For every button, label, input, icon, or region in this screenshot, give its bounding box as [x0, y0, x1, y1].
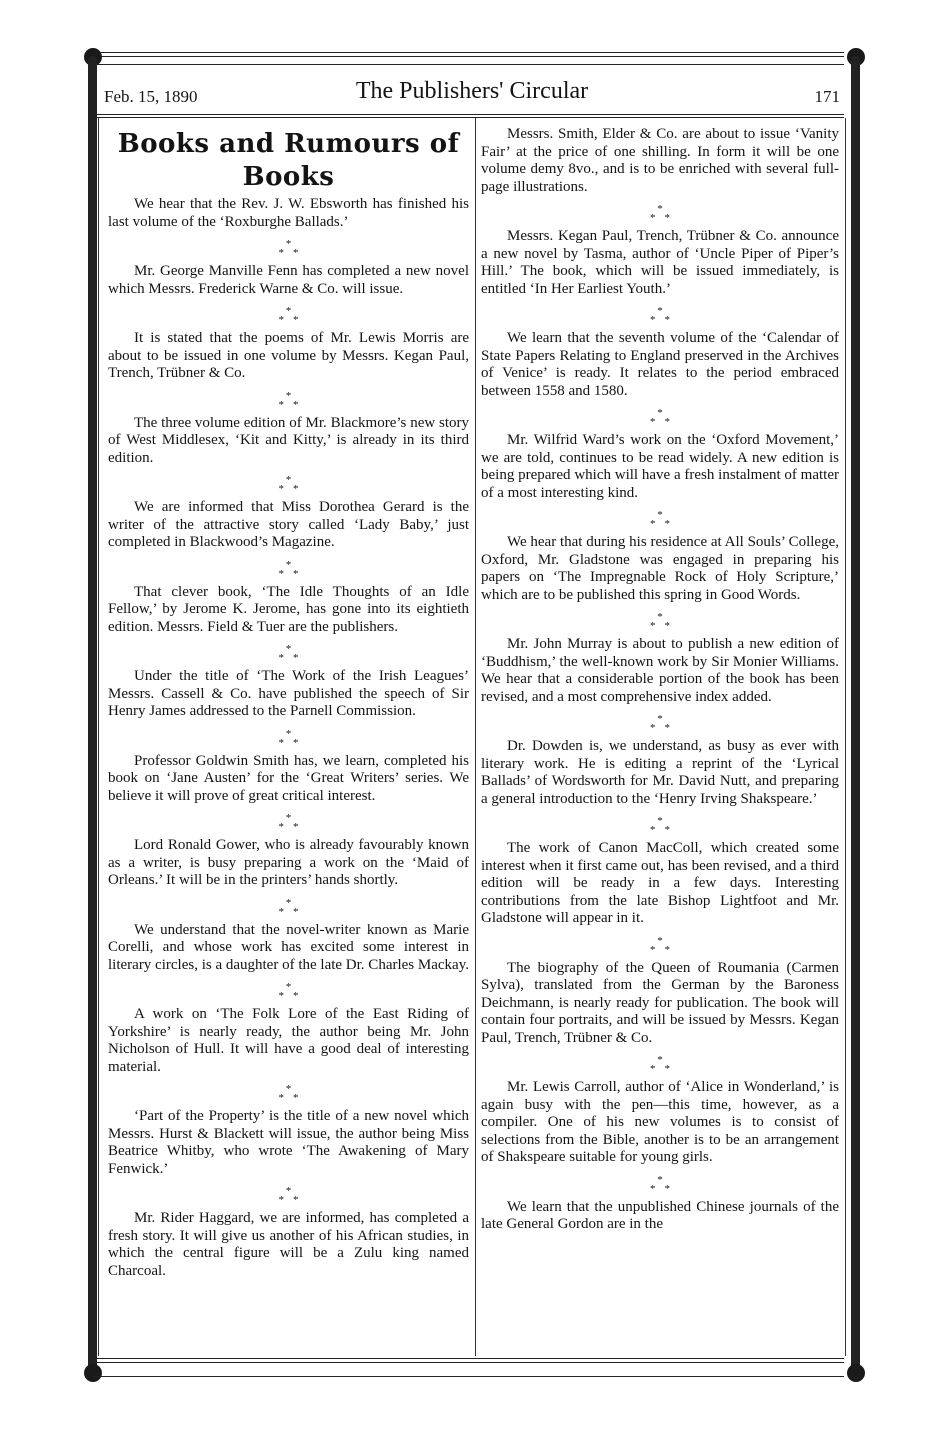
news-item: The biography of the Queen of Roumania (Carmen Sylva), translated from the German by the Baroness Deichmann, is nearly ready for publication. The book will contain four portraits, and will be issued by Messrs. Kegan Paul, Trench, Trübner & Co.	[481, 959, 839, 1046]
asterism-bottom	[481, 1182, 839, 1195]
asterism-star: *	[293, 567, 308, 580]
asterism-star: *	[278, 1194, 293, 1206]
asterism-bottom	[481, 418, 839, 427]
frame-left-line	[98, 118, 99, 1356]
section-heading-line2: Books	[242, 162, 335, 192]
asterism-star: *	[278, 567, 293, 580]
asterism-bottom	[481, 622, 839, 631]
asterism-top: *	[657, 407, 663, 419]
asterism-separator	[481, 808, 839, 840]
asterism-star: *	[278, 398, 293, 411]
asterism-separator	[481, 502, 839, 534]
news-item: We understand that the novel-writer known as Marie Corelli, and whose work has excited some interest in literary circles, is a daughter of the late Dr. Charles Mackay.	[108, 921, 469, 973]
news-item: We learn that the seventh volume of the ‘Calendar of State Papers Relating to England preserved in the Archives of Venice’ is ready. It relates to the period embraced between 1558 and 1580.	[481, 330, 839, 399]
asterism-separator	[108, 467, 469, 499]
asterism-separator	[108, 383, 469, 415]
asterism-top: *	[285, 238, 292, 250]
asterism-star: *	[664, 1063, 679, 1075]
asterism-top: *	[285, 812, 292, 824]
asterism-separator	[481, 196, 839, 228]
asterism-bottom	[108, 736, 469, 749]
asterism-bottom	[108, 1196, 469, 1205]
asterism-star: *	[664, 416, 679, 428]
section-heading	[108, 128, 469, 194]
asterism-top: *	[657, 815, 663, 827]
asterism-star: *	[650, 518, 665, 530]
asterism-separator	[481, 928, 839, 960]
asterism-bottom	[108, 398, 469, 411]
asterism-bottom	[108, 654, 469, 663]
asterism-star: *	[278, 736, 293, 749]
top-rule	[92, 52, 844, 53]
bottom-rule	[92, 1358, 844, 1359]
left-column-items	[108, 196, 469, 1280]
news-item: Mr. Rider Haggard, we are informed, has completed a fresh story. It will give us another of his African studies, in which the central figure will be a Zulu king named Charcoal.	[108, 1210, 469, 1279]
asterism-bottom	[108, 316, 469, 325]
asterism-separator	[108, 721, 469, 753]
asterism-star: *	[664, 314, 679, 326]
asterism-star: *	[293, 1092, 308, 1104]
news-item: We learn that the unpublished Chinese journals of the late General Gordon are in the	[481, 1198, 839, 1232]
asterism-separator	[481, 400, 839, 432]
asterism-bottom	[481, 826, 839, 835]
asterism-star: *	[293, 990, 308, 1002]
section-heading-line1: Books and Rumours of	[117, 129, 460, 159]
asterism-bottom	[108, 905, 469, 918]
asterism-top: *	[285, 389, 292, 402]
asterism-top: *	[657, 1054, 663, 1066]
right-column-items	[481, 126, 839, 1234]
asterism-star: *	[650, 943, 665, 956]
asterism-star: *	[293, 247, 308, 259]
news-item: ‘Part of the Property’ is the title of a new novel which Messrs. Hurst & Blackett will issue, the author being Miss Beatrice Whitby, who wrote ‘The Awakening of Mary Fenwick.’	[108, 1108, 469, 1177]
asterism-top: *	[285, 1185, 292, 1197]
asterism-star: *	[278, 1092, 293, 1104]
news-item: Mr. Lewis Carroll, author of ‘Alice in Wonderland,’ is again busy with the pen—this time, however, as a compiler. One of his new volumes is to consist of selections from the Bible, another is to be an arrangement of Shakspeare suitable for young girls.	[481, 1079, 839, 1165]
news-item: Under the title of ‘The Work of the Irish Leagues’ Messrs. Cassell & Co. have published the speech of Sir Henry James addressed to the Parnell Commission.	[108, 668, 469, 719]
asterism-top: *	[657, 203, 663, 215]
asterism-separator	[481, 604, 839, 636]
asterism-separator	[108, 1178, 469, 1210]
news-item: We are informed that Miss Dorothea Gerard is the writer of the attractive story called ‘Lady Baby,’ just completed in Blackwood’s Magazine.	[108, 499, 469, 550]
asterism-top: *	[657, 305, 663, 317]
asterism-top: *	[657, 713, 663, 725]
ornament-left-bottom	[84, 1364, 102, 1382]
asterism-separator	[481, 298, 839, 330]
asterism-star: *	[664, 824, 679, 836]
asterism-bottom	[481, 943, 839, 956]
asterism-top: *	[657, 934, 663, 947]
asterism-bottom	[481, 316, 839, 325]
asterism-top: *	[657, 611, 663, 623]
asterism-star: *	[293, 398, 308, 411]
news-item: Mr. George Manville Fenn has completed a new novel which Messrs. Frederick Warne & Co. will issue.	[108, 263, 469, 297]
news-item: Mr. John Murray is about to publish a new edition of ‘Buddhism,’ the well-known work by Sir Monier Williams. We hear that a considerable portion of the book has been revised, and a most comprehensive index added.	[481, 636, 839, 705]
asterism-top: *	[285, 896, 292, 909]
asterism-star: *	[664, 722, 679, 734]
bottom-rule	[92, 1376, 844, 1377]
header-rule	[92, 114, 844, 115]
asterism-star: *	[278, 821, 293, 833]
news-item: Professor Goldwin Smith has, we learn, completed his book on ‘Jane Austen’ for the ‘Great Writers’ series. We believe it will prove of great critical interest.	[108, 752, 469, 804]
asterism-separator	[108, 636, 469, 668]
bottom-rule	[92, 1362, 844, 1363]
asterism-star: *	[650, 1182, 665, 1195]
asterism-star: *	[278, 483, 293, 495]
news-item: It is stated that the poems of Mr. Lewis Morris are about to be issued in one volume by Messrs. Kegan Paul, Trench, Trübner & Co.	[108, 330, 469, 381]
asterism-separator	[481, 706, 839, 738]
asterism-star: *	[278, 905, 293, 918]
asterism-star: *	[650, 314, 665, 326]
news-item: A work on ‘The Folk Lore of the East Riding of Yorkshire’ is nearly ready, the author being Mr. John Nicholson of Hull. It will have a good deal of interesting material.	[108, 1006, 469, 1075]
asterism-top: *	[285, 558, 292, 571]
asterism-bottom	[108, 485, 469, 494]
page-number: 171	[814, 87, 840, 106]
asterism-bottom	[108, 992, 469, 1001]
asterism-bottom	[481, 520, 839, 529]
asterism-separator	[108, 1076, 469, 1108]
news-item: Messrs. Smith, Elder & Co. are about to issue ‘Vanity Fair’ at the price of one shilling. In form it will be one volume demy 8vo., and is to be enriched with several full-page illustrations.	[481, 126, 839, 195]
left-column	[108, 124, 469, 1280]
asterism-star: *	[293, 905, 308, 918]
asterism-star: *	[278, 247, 293, 259]
asterism-star: *	[293, 652, 308, 664]
asterism-bottom	[481, 724, 839, 733]
asterism-star: *	[664, 1182, 679, 1195]
asterism-star: *	[650, 620, 665, 632]
asterism-bottom	[108, 249, 469, 258]
asterism-separator	[108, 231, 469, 263]
asterism-star: *	[293, 821, 308, 833]
right-post	[851, 56, 860, 1376]
asterism-star: *	[278, 990, 293, 1002]
running-header	[104, 78, 840, 112]
publication-title: The Publishers' Circular	[355, 78, 589, 104]
asterism-star: *	[278, 652, 293, 664]
news-item: We hear that during his residence at All Souls’ College, Oxford, Mr. Gladstone was engaged in preparing his papers on ‘The Impregnable Rock of Holy Scripture,’ which are to be published this spring in Good Words.	[481, 534, 839, 603]
news-item: Messrs. Kegan Paul, Trench, Trübner & Co. announce a new novel by Tasma, author of ‘Uncle Piper of Piper’s Hill.’ The book, which will be issued immediately, is entitled ‘In Her Earliest Youth.’	[481, 228, 839, 297]
asterism-star: *	[664, 212, 679, 224]
asterism-separator	[481, 1167, 839, 1199]
asterism-star: *	[664, 518, 679, 530]
asterism-top: *	[285, 1083, 292, 1095]
asterism-top: *	[657, 1173, 663, 1186]
asterism-bottom	[108, 1094, 469, 1103]
asterism-star: *	[293, 314, 308, 326]
ornament-right-bottom	[847, 1364, 865, 1382]
news-item: We hear that the Rev. J. W. Ebsworth has finished his last volume of the ‘Roxburghe Ballads.’	[108, 196, 469, 230]
left-post	[88, 56, 97, 1376]
asterism-bottom	[108, 567, 469, 580]
asterism-separator	[108, 805, 469, 837]
asterism-top: *	[657, 509, 663, 521]
news-item: The three volume edition of Mr. Blackmore’s new story of West Middlesex, ‘Kit and Kitty,’ is already in its third edition.	[108, 414, 469, 466]
asterism-star: *	[293, 483, 308, 495]
asterism-star: *	[650, 824, 665, 836]
asterism-top: *	[285, 305, 292, 317]
asterism-separator	[108, 298, 469, 330]
asterism-star: *	[293, 736, 308, 749]
header-rule	[92, 117, 844, 118]
asterism-bottom	[108, 823, 469, 832]
asterism-separator	[108, 552, 469, 584]
asterism-star: *	[664, 943, 679, 956]
asterism-top: *	[285, 981, 292, 993]
asterism-star: *	[650, 1063, 665, 1075]
news-item: The work of Canon MacColl, which created some interest when it first came out, has been revised, and a third edition will be ready in a few days. Interesting contributions from the late Bishop Lightfoot and Mr. Gladstone will appear in it.	[481, 840, 839, 926]
asterism-star: *	[650, 416, 665, 428]
top-rule	[92, 56, 844, 57]
column-divider	[475, 118, 476, 1356]
top-rule	[92, 64, 844, 65]
asterism-star: *	[650, 212, 665, 224]
asterism-star: *	[293, 1194, 308, 1206]
asterism-separator	[481, 1047, 839, 1079]
asterism-top: *	[285, 474, 292, 486]
asterism-top: *	[285, 643, 292, 655]
issue-date: Feb. 15, 1890	[104, 87, 198, 106]
news-item: Lord Ronald Gower, who is already favourably known as a writer, is busy preparing a work on the ‘Maid of Orleans.’ It will be in the printers’ hands shortly.	[108, 837, 469, 888]
news-item: Mr. Wilfrid Ward’s work on the ‘Oxford Movement,’ we are told, continues to be read widely. A new edition is being prepared which will have a fresh instalment of matter of a most interesting kind.	[481, 432, 839, 501]
right-column	[481, 124, 839, 1234]
news-item: That clever book, ‘The Idle Thoughts of an Idle Fellow,’ by Jerome K. Jerome, has gone into its eightieth edition. Messrs. Field & Tuer are the publishers.	[108, 583, 469, 635]
asterism-star: *	[650, 722, 665, 734]
asterism-bottom	[481, 214, 839, 223]
asterism-top: *	[285, 727, 292, 740]
asterism-separator	[108, 974, 469, 1006]
asterism-bottom	[481, 1065, 839, 1074]
asterism-star: *	[664, 620, 679, 632]
frame-right-line	[845, 118, 846, 1356]
asterism-separator	[108, 890, 469, 922]
asterism-star: *	[278, 314, 293, 326]
news-item: Dr. Dowden is, we understand, as busy as ever with literary work. He is editing a reprint of the ‘Lyrical Ballads’ of Wordsworth for Mr. David Nutt, and preparing a general introduction to the ‘Henry Irving Shakspeare.’	[481, 738, 839, 807]
